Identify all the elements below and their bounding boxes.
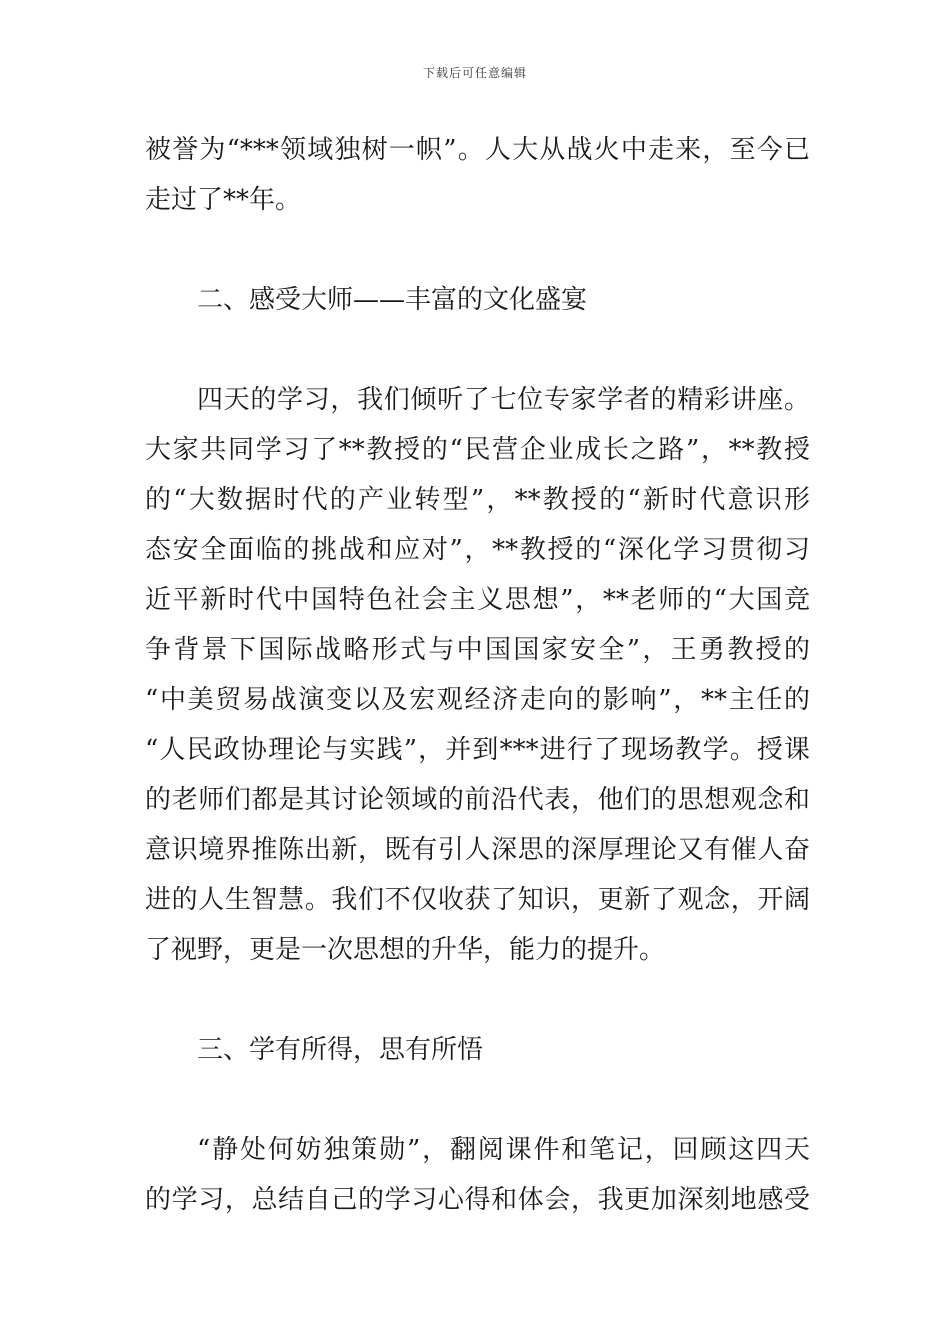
paragraph-2-line-3: 的“大数据时代的产业转型”，**教授的“新时代意识形 <box>145 485 810 515</box>
section-heading-3: 三、学有所得，思有所悟 <box>197 1035 484 1065</box>
paragraph-gap <box>145 1075 810 1125</box>
paragraph-1-line-2: 走过了**年。 <box>145 185 302 215</box>
paragraph-1-line-1: 被誉为“***领域独树一帜”。人大从战火中走来，至今已 <box>145 135 810 165</box>
paragraph-2-line-6: 争背景下国际战略形式与中国国家安全”，王勇教授的 <box>145 635 810 665</box>
document-body <box>145 125 810 1225</box>
paragraph-2-line-8: “人民政协理论与实践”，并到***进行了现场教学。授课 <box>145 735 810 765</box>
paragraph-2-line-1: 四天的学习，我们倾听了七位专家学者的精彩讲座。 <box>197 385 810 415</box>
paragraph-2-line-4: 态安全面临的挑战和应对”，**教授的“深化学习贯彻习 <box>145 535 810 565</box>
paragraph-3-line-2: 的学习，总结自己的学习心得和体会，我更加深刻地感受 <box>145 1185 810 1215</box>
paragraph-gap <box>145 975 810 1025</box>
paragraph-2-line-10: 意识境界推陈出新，既有引人深思的深厚理论又有催人奋 <box>145 835 810 865</box>
paragraph-2-line-9: 的老师们都是其讨论领域的前沿代表，他们的思想观念和 <box>145 785 810 815</box>
paragraph-2-line-2: 大家共同学习了**教授的“民营企业成长之路”，**教授 <box>145 435 810 465</box>
section-heading-2: 二、感受大师——丰富的文化盛宴 <box>197 285 588 315</box>
paragraph-2-line-5: 近平新时代中国特色社会主义思想”，**老师的“大国竞 <box>145 585 810 615</box>
paragraph-2-line-11: 进的人生智慧。我们不仅收获了知识，更新了观念，开阔 <box>145 885 810 915</box>
paragraph-3-line-1: “静处何妨独策勋”，翻阅课件和笔记，回顾这四天 <box>197 1135 810 1165</box>
header-note: 下载后可任意编辑 <box>422 66 527 80</box>
paragraph-gap <box>145 225 810 275</box>
paragraph-2-line-12: 了视野，更是一次思想的升华，能力的提升。 <box>145 935 666 965</box>
paragraph-gap <box>145 325 810 375</box>
paragraph-2-line-7: “中美贸易战演变以及宏观经济走向的影响”，**主任的 <box>145 685 810 715</box>
